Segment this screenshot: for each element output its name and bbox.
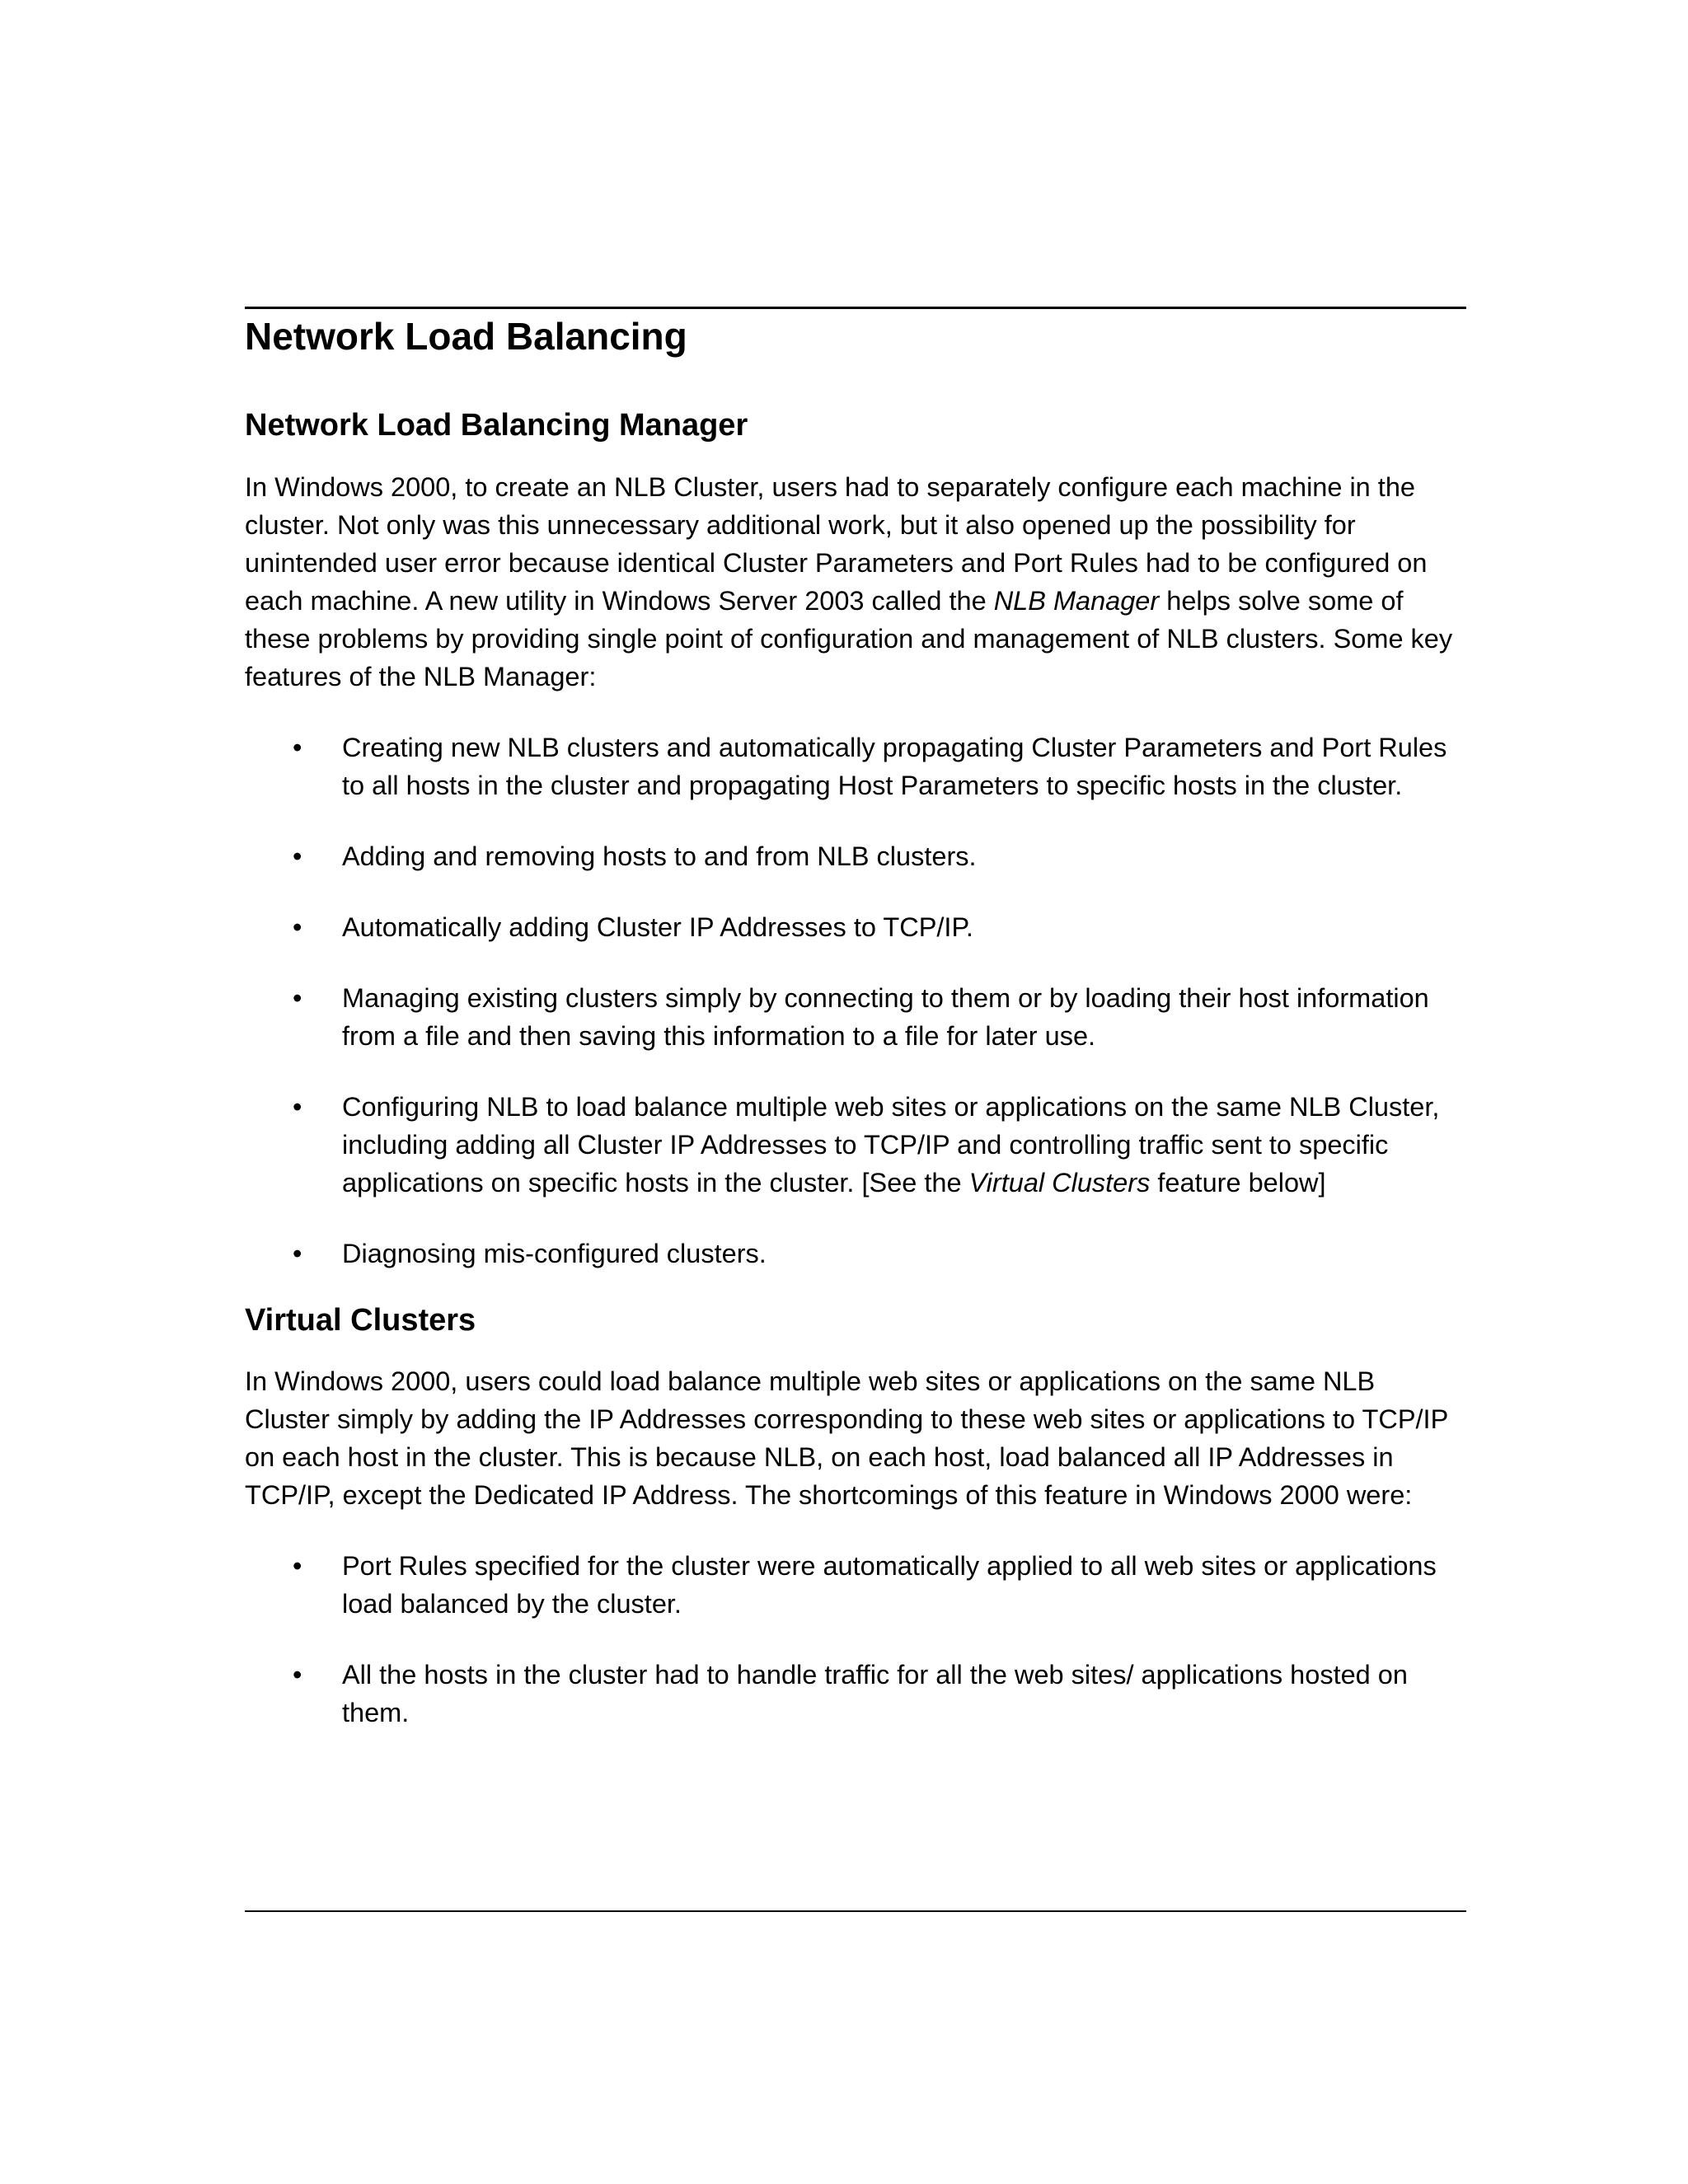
bullet-icon: •: [293, 732, 302, 762]
list-item: • Adding and removing hosts to and from NLB clusters.: [245, 837, 1466, 875]
bullet-icon: •: [293, 1551, 302, 1582]
bullet-icon: •: [293, 1238, 302, 1268]
virtual-clusters-intro: In Windows 2000, users could load balance multiple web sites or applications on the same NLB Cluster simply by adding the IP Addresses corresponding to these web sites or applications to TCP/IP on each host in the cluster. This is because NLB, on each host, load balanced all IP Addresses in TCP/IP, except the Dedicated IP Address. The shortcomings of this feature in Windows 2000 were:: [245, 1366, 1448, 1511]
bullet-icon: •: [293, 1660, 302, 1690]
bullet-icon: •: [293, 1091, 302, 1122]
list-item: • Diagnosing mis-configured clusters.: [245, 1235, 1466, 1272]
bullet-icon: •: [293, 841, 302, 871]
section-heading-virtual-clusters: Virtual Clusters: [245, 1302, 476, 1338]
list-item: • Automatically adding Cluster IP Addresses to TCP/IP.: [245, 908, 1466, 946]
nlb-manager-features-list: [245, 729, 1466, 1272]
bullet-icon: •: [293, 982, 302, 1013]
document-page: [245, 307, 1466, 1732]
section-heading-nlb-manager: Network Load Balancing Manager: [245, 408, 748, 443]
list-item: • Managing existing clusters simply by connecting to them or by loading their host information from a file and then saving this information to a file for later use.: [245, 979, 1466, 1055]
virtual-clusters-shortcomings-list: [245, 1547, 1466, 1732]
page-title: Network Load Balancing: [245, 315, 687, 358]
list-item: • Configuring NLB to load balance multiple web sites or applications on the same NLB Cluster, including adding all Cluster IP Addresses to TCP/IP and controlling traffic sent to specific applications on specific hosts in the cluster. [See the Virtual Clusters feature below]: [245, 1088, 1466, 1202]
nlb-manager-intro: In Windows 2000, to create an NLB Cluster, users had to separately configure each machine in the cluster. Not only was this unnecessary additional work, but it also opened up the possibility for unintended user error because identical Cluster Parameters and Port Rules had to be configured on each machine. A new utility in Windows Server 2003 called the NLB Manager helps solve some of these problems by providing single point of configuration and management of NLB clusters. Some key features of the NLB Manager:: [245, 471, 1453, 691]
list-item: • Port Rules specified for the cluster were automatically applied to all web sites or applications load balanced by the cluster.: [245, 1547, 1466, 1623]
list-item: • Creating new NLB clusters and automatically propagating Cluster Parameters and Port Rules to all hosts in the cluster and propagating Host Parameters to specific hosts in the cluster.: [245, 729, 1466, 804]
list-item: • All the hosts in the cluster had to handle traffic for all the web sites/ applications hosted on them.: [245, 1656, 1466, 1732]
bottom-rule: [245, 1910, 1466, 1912]
bullet-icon: •: [293, 912, 302, 942]
top-rule: [245, 307, 1466, 309]
